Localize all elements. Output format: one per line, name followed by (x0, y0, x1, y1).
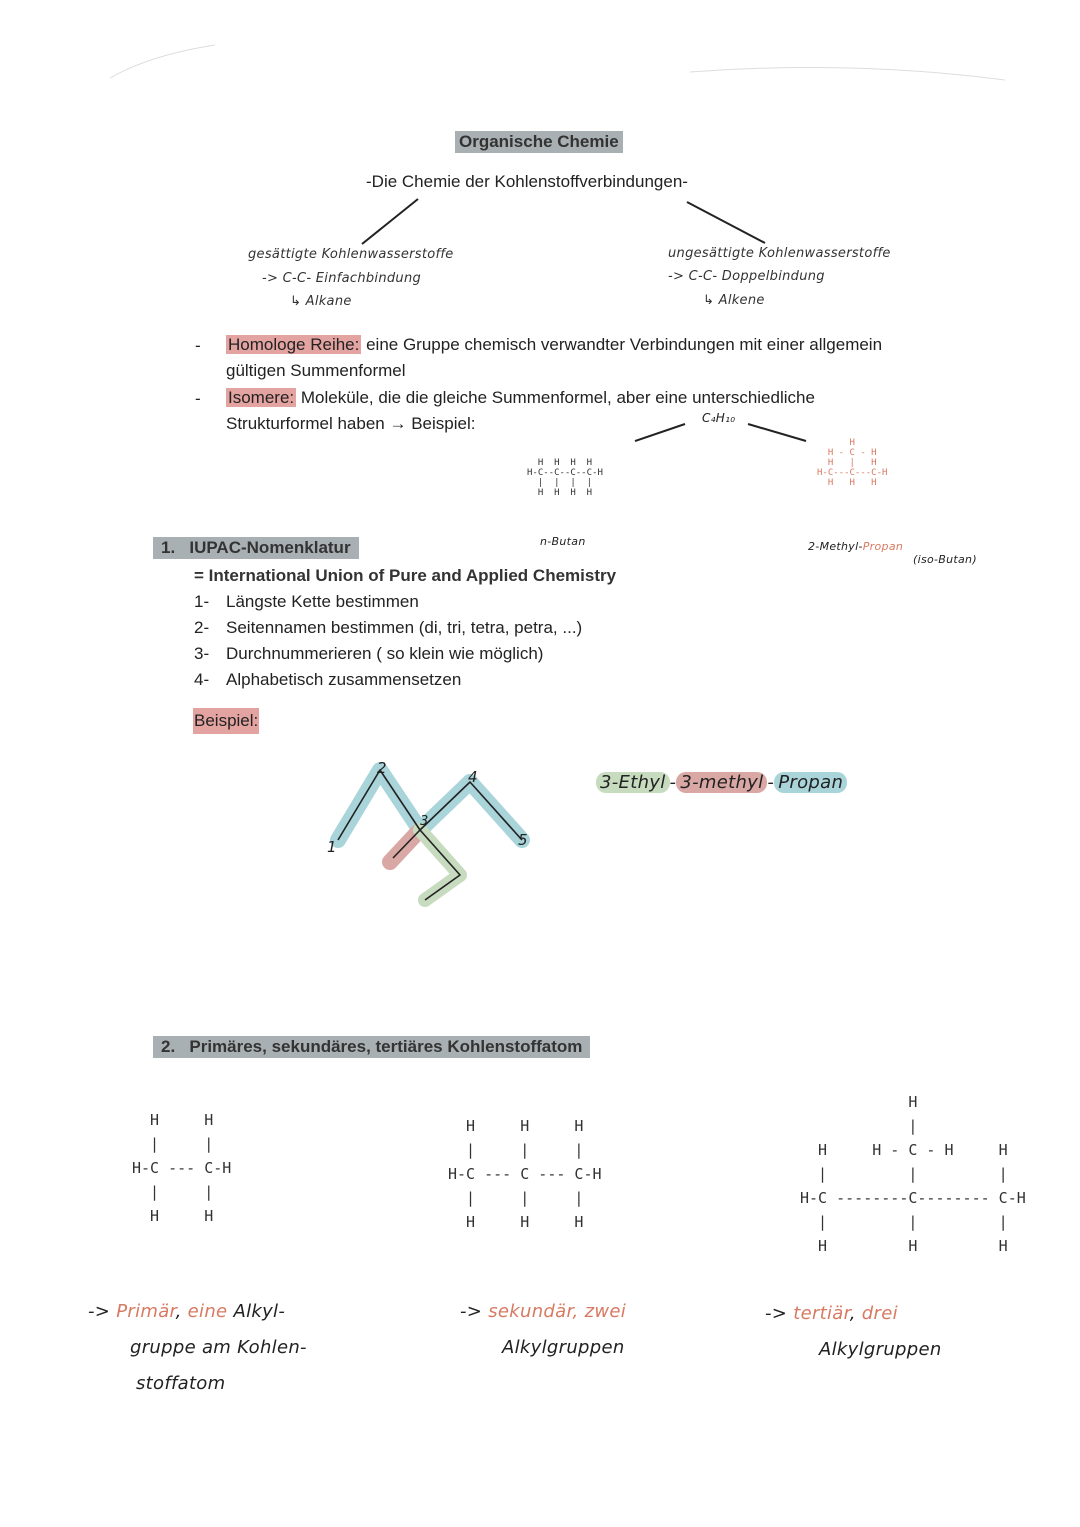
n-butan-structure: H H H H H-C--C--C--C-H | | | | H H H H (527, 458, 603, 498)
n-butan-label: n-Butan (540, 535, 586, 548)
iupac-definition: = International Union of Pure and Applied Chemistry (194, 566, 617, 585)
homologe-text-2: gültigen Summenformel (226, 361, 406, 380)
isomere-text-2: Strukturformel haben → Beispiel: (226, 414, 476, 433)
chain-number-1: 1 (327, 838, 337, 856)
secondary-carbon-structure: H H H | | | H-C --- C --- C-H | | | H H H (448, 1117, 602, 1231)
left-branch-line2: -> C-C- Einfachbindung (262, 271, 422, 286)
section2-header (153, 1036, 590, 1058)
section1-number: 1. (161, 538, 176, 557)
chain-number-5: 5 (518, 831, 528, 849)
bullet-dash: - (195, 389, 201, 408)
primary-carbon-structure: H H | | H-C --- C-H | | H H (132, 1111, 232, 1225)
isomere-text-1: Moleküle, die die gleiche Summenformel, aber eine unterschiedliche (296, 388, 815, 407)
tertiary-note: -> tertiär, drei Alkylgruppen (765, 1303, 942, 1360)
bullet-dash: - (195, 336, 201, 355)
iupac-steps (194, 589, 582, 693)
example-label: Beispiel: (193, 708, 259, 734)
section2-title: Primäres, sekundäres, tertiäres Kohlenstoffatom (189, 1037, 583, 1056)
isomere-term: Isomere: (228, 388, 295, 407)
secondary-note: -> sekundär, zwei Alkylgruppen (460, 1301, 627, 1358)
isomere-definition (226, 385, 966, 437)
step-1: 1- Längste Kette bestimmen (194, 592, 419, 611)
left-branch-line3: ↳ Alkane (290, 294, 352, 309)
iso-butan-note: (iso-Butan) (913, 553, 977, 566)
left-branch-line1: gesättigte Kohlenwasserstoffe (248, 247, 454, 262)
iso-label-suffix: Propan (862, 540, 904, 553)
right-branch-line2: -> C-C- Doppelbindung (668, 269, 825, 284)
chain-number-3: 3 (420, 814, 429, 829)
homologe-definition (226, 332, 966, 384)
iso-label-prefix: 2-Methyl- (808, 540, 863, 553)
section2-number: 2. (161, 1037, 176, 1056)
section1-header (153, 537, 359, 559)
primary-note: -> Primär, eine Alkyl- gruppe am Kohlen- stoffatom (88, 1301, 307, 1394)
iso-butan-label (808, 540, 903, 553)
chain-number-4: 4 (468, 768, 478, 786)
right-branch-line3: ↳ Alkene (703, 293, 765, 308)
iso-butan-structure: H H - C - H H | H H-C---C---C-H H H H (817, 438, 888, 488)
skeleton-formula (300, 740, 560, 920)
step-4: 4- Alphabetisch zusammensetzen (194, 670, 462, 689)
summenformel: C₄H₁₀ (702, 411, 736, 425)
step-2: 2- Seitennamen bestimmen (di, tri, tetra, petra, ...) (194, 618, 583, 637)
chain-number-2: 2 (377, 759, 387, 777)
example-compound-name: 3-Ethyl - 3-methyl - Propan (596, 772, 847, 793)
section1-title: IUPAC-Nomenklatur (189, 538, 351, 557)
homologe-text-1: eine Gruppe chemisch verwandter Verbindungen mit einer allgemein (361, 335, 883, 354)
right-branch-line1: ungesättigte Kohlenwasserstoffe (668, 246, 891, 261)
homologe-term: Homologe Reihe: (228, 335, 360, 354)
step-3: 3- Durchnummerieren ( so klein wie möglich) (194, 644, 544, 663)
name-part-propan: Propan (774, 772, 847, 793)
page-subtitle: -Die Chemie der Kohlenstoffverbindungen- (366, 172, 688, 191)
page-title: Organische Chemie (455, 131, 623, 153)
tertiary-carbon-structure: H | H H - C - H H | | | H-C --------C-------- C-H | | | H H H (800, 1093, 1026, 1255)
name-part-methyl: 3-methyl (676, 772, 767, 793)
name-part-ethyl: 3-Ethyl (596, 772, 670, 793)
